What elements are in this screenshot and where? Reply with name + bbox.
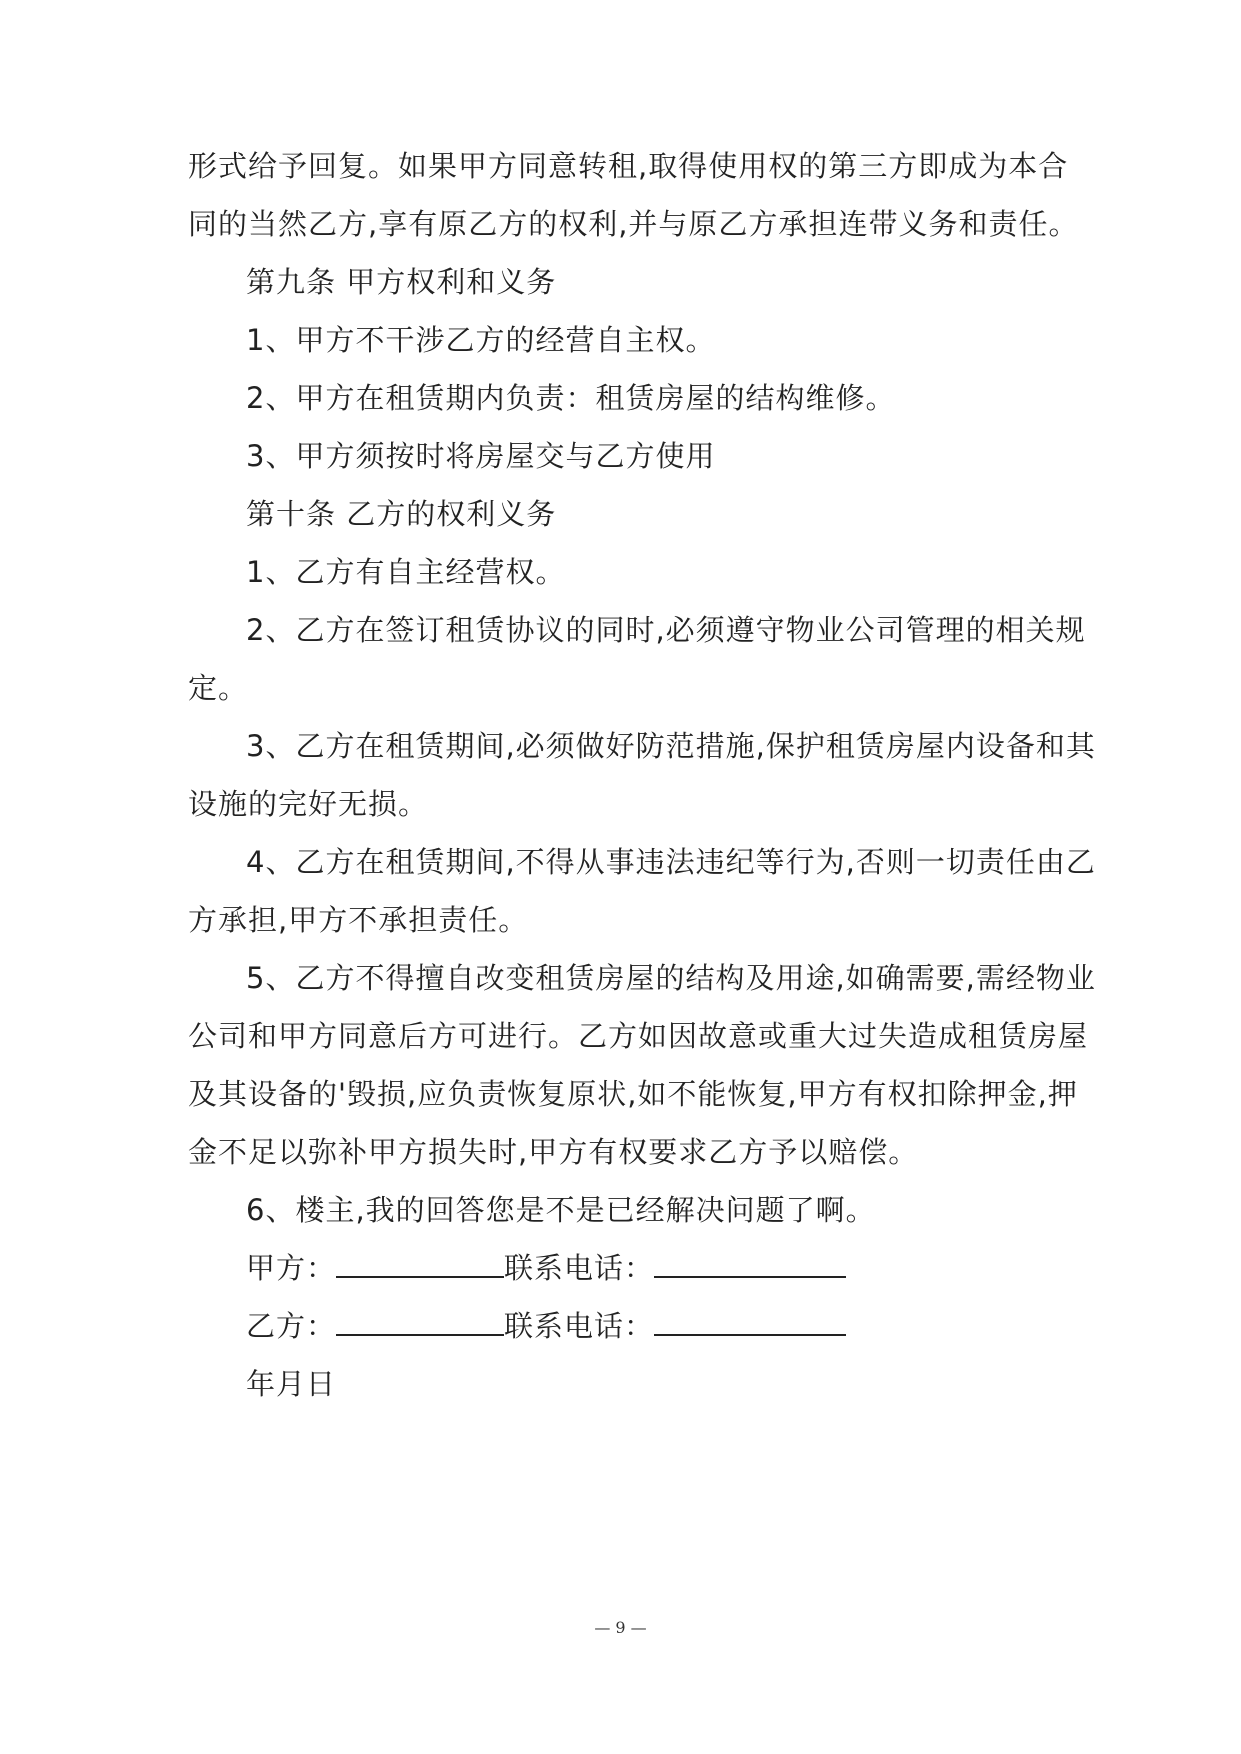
phone-label: 联系电话： <box>504 1251 655 1285</box>
section-heading-article-10: 第十条 乙方的权利义务 <box>246 497 557 531</box>
date-line: 年月日 <box>246 1367 337 1401</box>
party-b-phone-blank <box>654 1308 846 1336</box>
party-a-label: 甲方： <box>246 1251 337 1285</box>
paragraph-line: 形式给予回复。如果甲方同意转租,取得使用权的第三方即成为本合 <box>188 149 1069 183</box>
list-item: 2、甲方在租赁期内负责：租赁房屋的结构维修。 <box>246 381 896 415</box>
party-b-signature-blank <box>336 1308 504 1336</box>
paragraph-line: 公司和甲方同意后方可进行。乙方如因故意或重大过失造成租赁房屋 <box>188 1019 1089 1053</box>
list-item: 3、乙方在租赁期间,必须做好防范措施,保护租赁房屋内设备和其 <box>246 729 1096 763</box>
list-item: 1、甲方不干涉乙方的经营自主权。 <box>246 323 716 357</box>
list-item: 4、乙方在租赁期间,不得从事违法违纪等行为,否则一切责任由乙 <box>246 845 1096 879</box>
list-item: 6、楼主,我的回答您是不是已经解决问题了啊。 <box>246 1193 876 1227</box>
signature-row-party-a <box>246 1250 846 1286</box>
paragraph-line: 定。 <box>188 671 249 705</box>
paragraph-line: 同的当然乙方,享有原乙方的权利,并与原乙方承担连带义务和责任。 <box>188 207 1079 241</box>
paragraph-line: 及其设备的'毁损,应负责恢复原状,如不能恢复,甲方有权扣除押金,押 <box>188 1077 1078 1111</box>
list-item: 5、乙方不得擅自改变租赁房屋的结构及用途,如确需要,需经物业 <box>246 961 1096 995</box>
party-a-signature-blank <box>336 1250 504 1278</box>
page-number: — 9 — <box>594 1618 647 1637</box>
party-a-phone-blank <box>654 1250 846 1278</box>
paragraph-line: 方承担,甲方不承担责任。 <box>188 903 529 937</box>
list-item: 1、乙方有自主经营权。 <box>246 555 566 589</box>
paragraph-line: 金不足以弥补甲方损失时,甲方有权要求乙方予以赔偿。 <box>188 1135 919 1169</box>
phone-label: 联系电话： <box>504 1309 655 1343</box>
list-item: 2、乙方在签订租赁协议的同时,必须遵守物业公司管理的相关规 <box>246 613 1086 647</box>
party-b-label: 乙方： <box>246 1309 337 1343</box>
signature-row-party-b <box>246 1308 846 1344</box>
paragraph-line: 设施的完好无损。 <box>188 787 429 821</box>
section-heading-article-9: 第九条 甲方权利和义务 <box>246 265 557 299</box>
list-item: 3、甲方须按时将房屋交与乙方使用 <box>246 439 716 473</box>
